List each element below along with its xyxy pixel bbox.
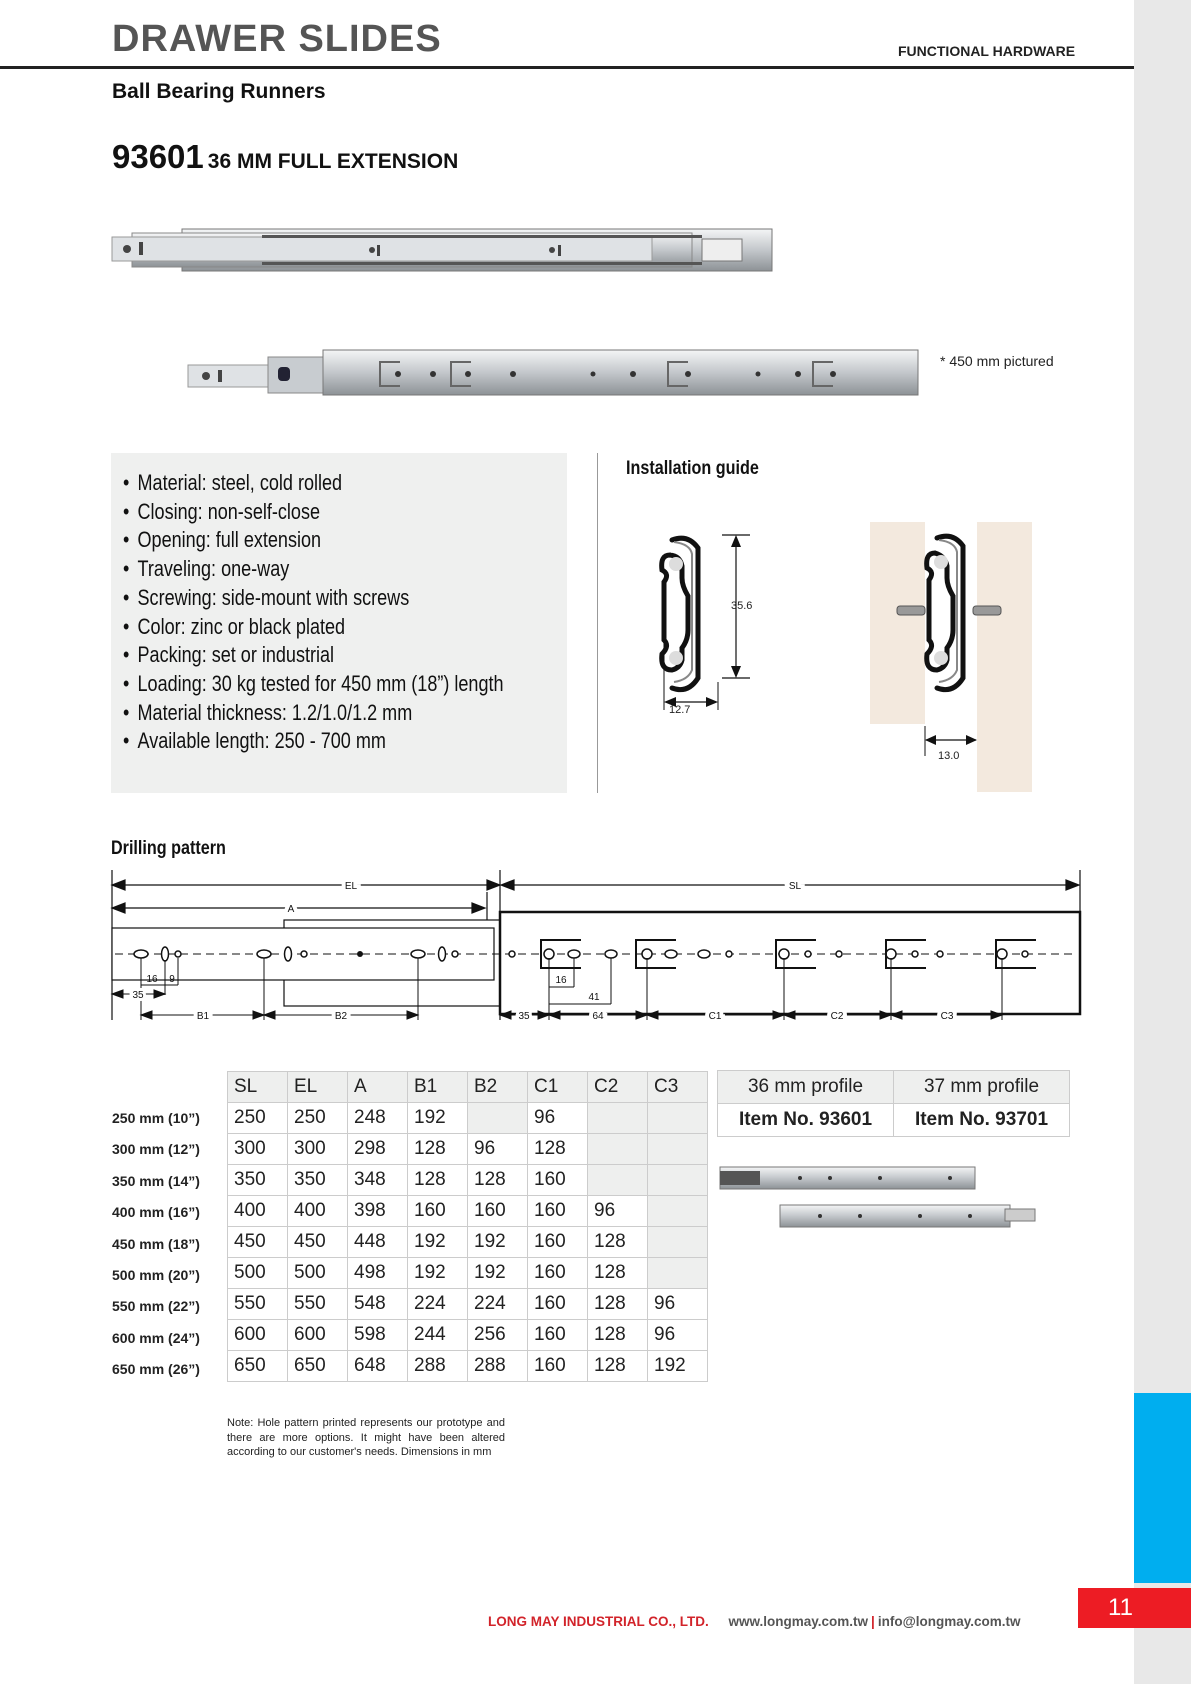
svg-text:B1: B1 [196, 1011, 210, 1022]
table-cell [648, 1165, 708, 1196]
table-cell: 500 [228, 1258, 288, 1289]
company-name: LONG MAY INDUSTRIAL CO., LTD. [488, 1614, 709, 1629]
table-cell: 160 [528, 1165, 588, 1196]
spec-material: • Material: steel, cold rolled [123, 469, 487, 498]
table-cell: 500 [288, 1258, 348, 1289]
table-cell: 128 [408, 1165, 468, 1196]
table-row [228, 1165, 708, 1196]
spec-thickness: • Material thickness: 1.2/1.0/1.2 mm [123, 699, 487, 728]
table-cell: 160 [528, 1196, 588, 1227]
table-cell: 256 [468, 1320, 528, 1351]
table-cell: 128 [588, 1320, 648, 1351]
table-cell [648, 1258, 708, 1289]
table-cell: 192 [468, 1258, 528, 1289]
model-number: 93601 [112, 138, 204, 175]
column-header: SL [228, 1072, 288, 1103]
table-cell: 96 [588, 1196, 648, 1227]
table-cell: 398 [348, 1196, 408, 1227]
table-cell [468, 1103, 528, 1134]
table-cell: 550 [288, 1289, 348, 1320]
table-cell: 192 [468, 1227, 528, 1258]
table-cell: 450 [228, 1227, 288, 1258]
footer [488, 1614, 1021, 1629]
table-cell: 650 [288, 1351, 348, 1382]
row-label: 650 mm (26”) [112, 1361, 200, 1378]
table-cell: 300 [288, 1134, 348, 1165]
table-cell: 128 [588, 1227, 648, 1258]
column-header: B1 [408, 1072, 468, 1103]
table-cell: 192 [408, 1103, 468, 1134]
table-cell: 244 [408, 1320, 468, 1351]
svg-text:35: 35 [518, 1011, 530, 1022]
svg-text:C3: C3 [940, 1011, 954, 1022]
model-description: 36 MM FULL EXTENSION [207, 150, 459, 173]
spec-opening: • Opening: full extension [123, 526, 487, 555]
table-row [228, 1227, 708, 1258]
table-cell: 400 [288, 1196, 348, 1227]
profile-table [717, 1070, 1070, 1137]
table-cell: 300 [228, 1134, 288, 1165]
svg-text:B2: B2 [334, 1011, 348, 1022]
table-cell: 128 [588, 1289, 648, 1320]
svg-text:A: A [287, 904, 295, 915]
svg-text:SL: SL [788, 881, 802, 892]
section-divider [597, 453, 598, 793]
table-row [228, 1351, 708, 1382]
table-cell [588, 1103, 648, 1134]
website-link[interactable]: www.longmay.com.tw [728, 1614, 869, 1629]
header-divider [0, 66, 1134, 69]
column-header: EL [288, 1072, 348, 1103]
table-row [228, 1134, 708, 1165]
specifications-box [111, 453, 567, 793]
table-cell: 650 [228, 1351, 288, 1382]
table-row [228, 1103, 708, 1134]
product-photo-closed [112, 225, 772, 275]
table-cell [648, 1196, 708, 1227]
table-cell: 160 [408, 1196, 468, 1227]
table-row [228, 1320, 708, 1351]
item-number-93601: Item No. 93601 [718, 1104, 894, 1137]
table-cell: 192 [648, 1351, 708, 1382]
spec-packing: • Packing: set or industrial [123, 641, 487, 670]
row-label: 500 mm (20”) [112, 1266, 200, 1283]
table-cell: 128 [588, 1351, 648, 1382]
email-link[interactable]: info@longmay.com.tw [877, 1614, 1021, 1629]
svg-text:16: 16 [555, 975, 567, 986]
table-cell: 96 [528, 1103, 588, 1134]
footnote: Note: Hole pattern printed represents our prototype and there are more options. It might have been altered according to our customer's needs. Dimensions in mm [227, 1417, 505, 1458]
table-cell: 248 [348, 1103, 408, 1134]
table-row [228, 1258, 708, 1289]
footer-separator: | [871, 1614, 875, 1629]
category-label: FUNCTIONAL HARDWARE [898, 43, 1076, 59]
row-label: 300 mm (12”) [112, 1141, 200, 1158]
section-subtitle: Ball Bearing Runners [112, 80, 326, 103]
table-cell: 250 [288, 1103, 348, 1134]
table-cell: 160 [528, 1320, 588, 1351]
item-number-93701: Item No. 93701 [894, 1104, 1070, 1137]
table-cell: 96 [468, 1134, 528, 1165]
specifications-list [111, 453, 567, 756]
svg-text:35: 35 [132, 990, 144, 1001]
table-cell: 96 [648, 1320, 708, 1351]
mounted-runner-diagram [895, 530, 1005, 730]
table-cell: 400 [228, 1196, 288, 1227]
spec-color: • Color: zinc or black plated [123, 613, 487, 642]
product-heading [112, 138, 458, 176]
dimensions-table-body [228, 1103, 708, 1382]
svg-text:C1: C1 [708, 1011, 722, 1022]
spec-screwing: • Screwing: side-mount with screws [123, 584, 487, 613]
profile-header-row [718, 1071, 1070, 1104]
profile-36-header: 36 mm profile [718, 1071, 894, 1104]
table-cell: 128 [408, 1134, 468, 1165]
page-number: 11 [1078, 1588, 1191, 1628]
table-cell: 548 [348, 1289, 408, 1320]
spec-loading: • Loading: 30 kg tested for 450 mm (18”) length [123, 670, 487, 699]
spec-traveling: • Traveling: one-way [123, 555, 487, 584]
table-cell: 288 [468, 1351, 528, 1382]
page-title: DRAWER SLIDES [112, 18, 442, 60]
row-label: 550 mm (22”) [112, 1298, 200, 1315]
height-dimension: 35.6 [731, 600, 753, 612]
table-cell: 348 [348, 1165, 408, 1196]
drilling-pattern-title: Drilling pattern [111, 838, 226, 859]
table-cell: 160 [528, 1227, 588, 1258]
table-cell: 96 [648, 1289, 708, 1320]
row-label: 600 mm (24”) [112, 1329, 200, 1346]
table-cell [648, 1103, 708, 1134]
table-cell: 550 [228, 1289, 288, 1320]
profile-cross-section-diagram [660, 530, 780, 730]
svg-text:16: 16 [146, 974, 158, 985]
table-cell: 250 [228, 1103, 288, 1134]
column-header: B2 [468, 1072, 528, 1103]
svg-text:9: 9 [169, 974, 175, 985]
dimensions-table [227, 1071, 708, 1382]
product-thumbnail [720, 1165, 1040, 1235]
table-cell: 160 [528, 1258, 588, 1289]
table-cell: 192 [408, 1258, 468, 1289]
drilling-pattern-diagram [111, 870, 1091, 1025]
column-header: C2 [588, 1072, 648, 1103]
pictured-note: * 450 mm pictured [940, 353, 1054, 369]
svg-text:41: 41 [588, 992, 600, 1003]
table-row [228, 1289, 708, 1320]
width-dimension: 12.7 [669, 704, 691, 716]
table-cell [648, 1134, 708, 1165]
svg-text:EL: EL [344, 881, 358, 892]
table-header-row [228, 1072, 708, 1103]
section-color-tab [1134, 1393, 1191, 1583]
table-cell: 598 [348, 1320, 408, 1351]
table-cell: 192 [408, 1227, 468, 1258]
table-cell [588, 1134, 648, 1165]
table-cell: 224 [408, 1289, 468, 1320]
table-cell: 298 [348, 1134, 408, 1165]
table-cell: 350 [228, 1165, 288, 1196]
table-cell: 600 [228, 1320, 288, 1351]
spec-closing: • Closing: non-self-close [123, 498, 487, 527]
table-cell: 160 [528, 1351, 588, 1382]
table-cell: 128 [468, 1165, 528, 1196]
svg-text:C2: C2 [830, 1011, 844, 1022]
row-label: 400 mm (16”) [112, 1204, 200, 1221]
table-cell: 450 [288, 1227, 348, 1258]
installation-guide-title: Installation guide [626, 458, 759, 479]
svg-text:64: 64 [592, 1011, 604, 1022]
column-header: C1 [528, 1072, 588, 1103]
table-cell: 498 [348, 1258, 408, 1289]
table-cell: 224 [468, 1289, 528, 1320]
table-cell: 160 [528, 1289, 588, 1320]
product-photo-extended [188, 345, 918, 395]
table-cell: 128 [528, 1134, 588, 1165]
table-cell: 600 [288, 1320, 348, 1351]
row-label: 250 mm (10”) [112, 1110, 200, 1126]
column-header: A [348, 1072, 408, 1103]
table-row [228, 1196, 708, 1227]
table-cell: 448 [348, 1227, 408, 1258]
column-header: C3 [648, 1072, 708, 1103]
table-cell: 648 [348, 1351, 408, 1382]
profile-37-header: 37 mm profile [894, 1071, 1070, 1104]
table-cell: 128 [588, 1258, 648, 1289]
row-label: 450 mm (18”) [112, 1235, 200, 1252]
row-label: 350 mm (14”) [112, 1172, 200, 1189]
table-cell [588, 1165, 648, 1196]
table-cell [648, 1227, 708, 1258]
spec-length: • Available length: 250 - 700 mm [123, 727, 487, 756]
table-cell: 350 [288, 1165, 348, 1196]
size-row-labels [112, 1103, 200, 1386]
gap-dimension: 13.0 [938, 750, 960, 762]
table-cell: 160 [468, 1196, 528, 1227]
table-cell: 288 [408, 1351, 468, 1382]
profile-item-row [718, 1104, 1070, 1137]
